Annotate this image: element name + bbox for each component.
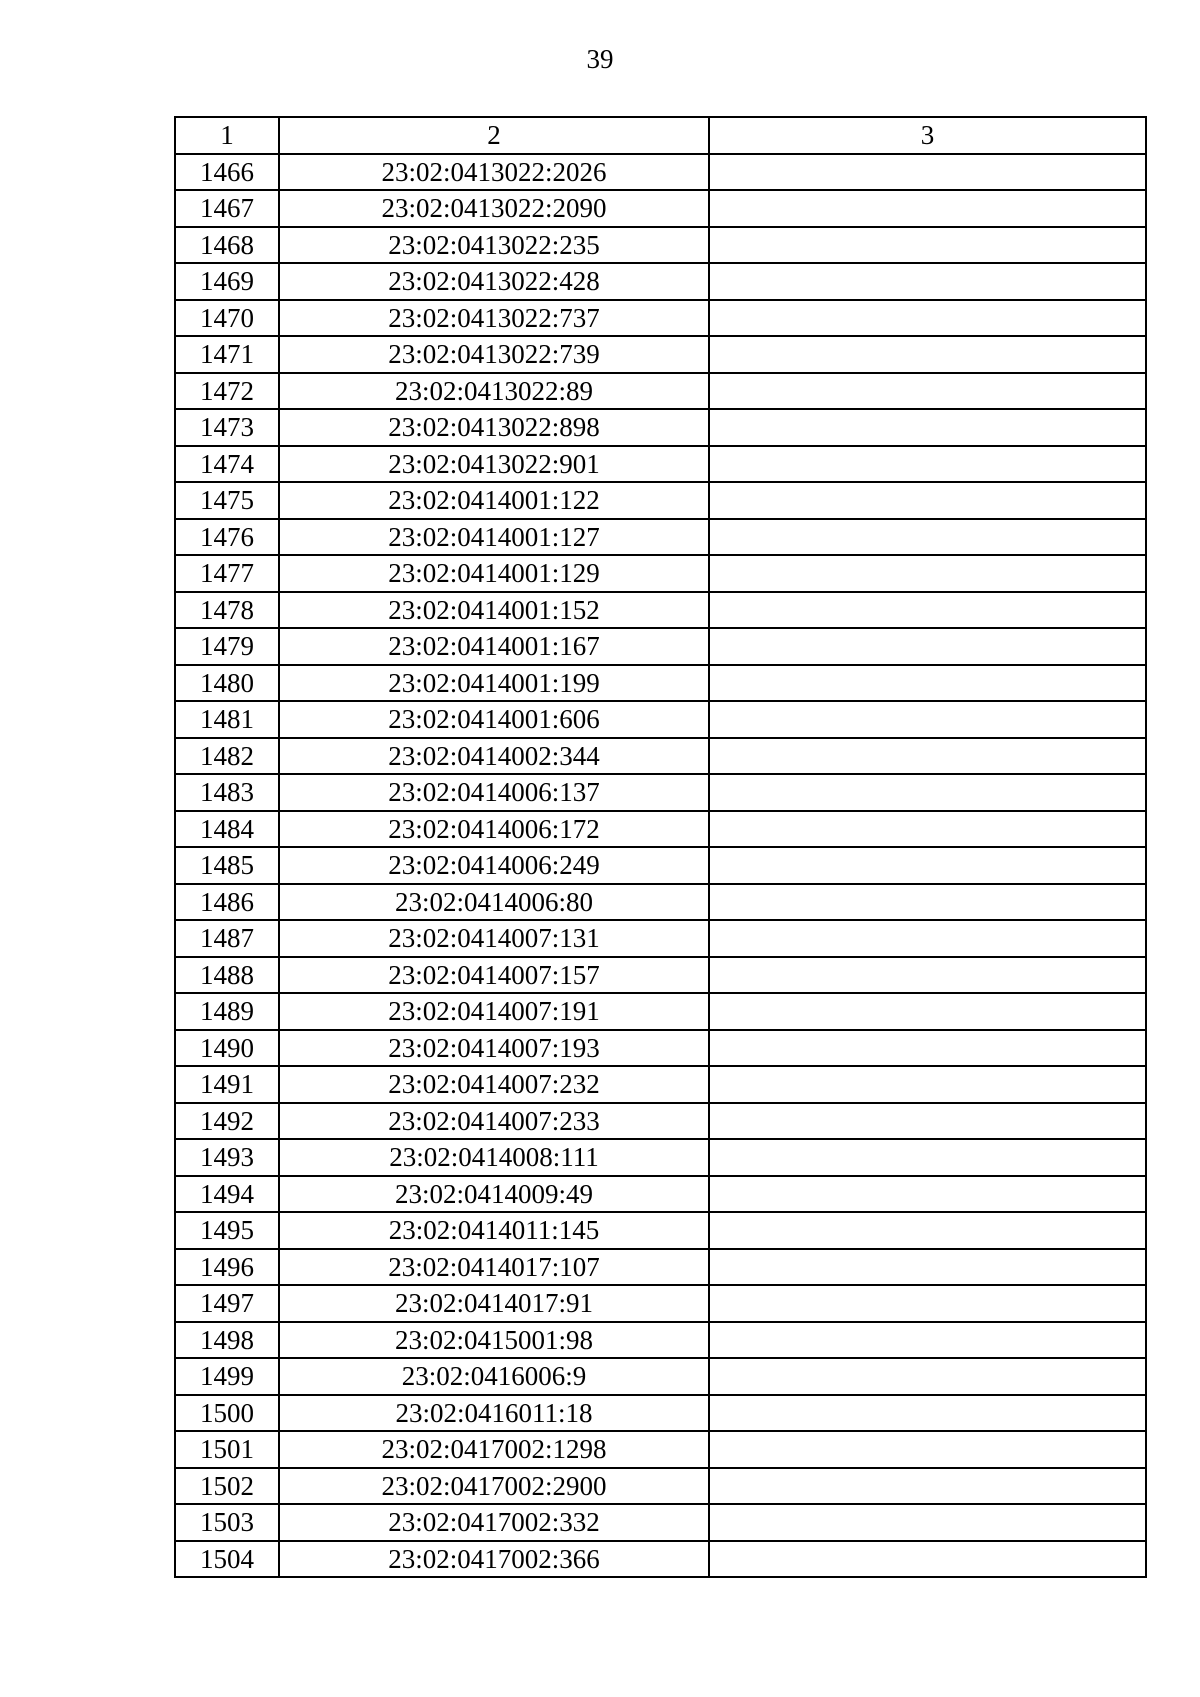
table-row [175,993,1146,1030]
header-cell-index: 1 [175,117,279,154]
row-index-cell: 1500 [175,1395,279,1432]
table-row [175,1212,1146,1249]
table-row [175,336,1146,373]
table-row [175,263,1146,300]
table-row [175,519,1146,556]
table-row [175,920,1146,957]
row-index-cell: 1498 [175,1322,279,1359]
row-index-cell: 1481 [175,701,279,738]
row-index-cell: 1495 [175,1212,279,1249]
row-index-cell: 1490 [175,1030,279,1067]
table-row [175,665,1146,702]
table-row [175,1395,1146,1432]
table-body [175,154,1146,1578]
cadastral-number-cell: 23:02:0413022:737 [279,300,709,337]
notes-cell [709,920,1146,957]
row-index-cell: 1499 [175,1358,279,1395]
cadastral-number-cell: 23:02:0413022:901 [279,446,709,483]
table-row [175,1358,1146,1395]
row-index-cell: 1470 [175,300,279,337]
row-index-cell: 1473 [175,409,279,446]
table-row [175,154,1146,191]
table-row [175,1249,1146,1286]
table-row [175,884,1146,921]
notes-cell [709,665,1146,702]
notes-cell [709,409,1146,446]
cadastral-number-cell: 23:02:0414008:111 [279,1139,709,1176]
table-row [175,1431,1146,1468]
table-row [175,1504,1146,1541]
notes-cell [709,1030,1146,1067]
table-row [175,409,1146,446]
row-index-cell: 1493 [175,1139,279,1176]
cadastral-number-cell: 23:02:0413022:898 [279,409,709,446]
table-row [175,482,1146,519]
header-row [175,117,1146,154]
cadastral-number-cell: 23:02:0413022:428 [279,263,709,300]
notes-cell [709,1139,1146,1176]
table-row [175,774,1146,811]
cadastral-number-cell: 23:02:0414001:129 [279,555,709,592]
table-row [175,555,1146,592]
cadastral-number-cell: 23:02:0414017:91 [279,1285,709,1322]
table-row [175,190,1146,227]
table-row [175,811,1146,848]
notes-cell [709,1358,1146,1395]
notes-cell [709,628,1146,665]
table-row [175,227,1146,264]
cadastral-number-cell: 23:02:0417002:2900 [279,1468,709,1505]
table-row [175,628,1146,665]
row-index-cell: 1469 [175,263,279,300]
table-row [175,957,1146,994]
row-index-cell: 1471 [175,336,279,373]
row-index-cell: 1477 [175,555,279,592]
row-index-cell: 1487 [175,920,279,957]
cadastral-number-cell: 23:02:0417002:332 [279,1504,709,1541]
row-index-cell: 1476 [175,519,279,556]
table-row [175,1285,1146,1322]
row-index-cell: 1472 [175,373,279,410]
row-index-cell: 1466 [175,154,279,191]
header-cell-notes: 3 [709,117,1146,154]
cadastral-number-cell: 23:02:0414006:172 [279,811,709,848]
notes-cell [709,1431,1146,1468]
cadastral-number-cell: 23:02:0414017:107 [279,1249,709,1286]
cadastral-number-cell: 23:02:0414009:49 [279,1176,709,1213]
cadastral-number-cell: 23:02:0414001:167 [279,628,709,665]
table-row [175,1103,1146,1140]
notes-cell [709,263,1146,300]
row-index-cell: 1502 [175,1468,279,1505]
cadastral-number-cell: 23:02:0414011:145 [279,1212,709,1249]
table-row [175,1139,1146,1176]
cadastral-number-cell: 23:02:0414002:344 [279,738,709,775]
table-row [175,300,1146,337]
notes-cell [709,555,1146,592]
cadastral-number-cell: 23:02:0414007:157 [279,957,709,994]
cadastral-number-cell: 23:02:0416011:18 [279,1395,709,1432]
table-row [175,1322,1146,1359]
row-index-cell: 1475 [175,482,279,519]
cadastral-number-cell: 23:02:0413022:89 [279,373,709,410]
notes-cell [709,519,1146,556]
notes-cell [709,592,1146,629]
row-index-cell: 1482 [175,738,279,775]
cadastral-number-cell: 23:02:0414007:232 [279,1066,709,1103]
table-row [175,1066,1146,1103]
cadastral-number-cell: 23:02:0417002:1298 [279,1431,709,1468]
notes-cell [709,1103,1146,1140]
cadastral-number-cell: 23:02:0414006:80 [279,884,709,921]
row-index-cell: 1474 [175,446,279,483]
cadastral-number-cell: 23:02:0414001:127 [279,519,709,556]
notes-cell [709,1395,1146,1432]
row-index-cell: 1492 [175,1103,279,1140]
row-index-cell: 1480 [175,665,279,702]
row-index-cell: 1485 [175,847,279,884]
notes-cell [709,300,1146,337]
cadastral-number-cell: 23:02:0414007:193 [279,1030,709,1067]
cadastral-number-cell: 23:02:0414001:199 [279,665,709,702]
row-index-cell: 1501 [175,1431,279,1468]
row-index-cell: 1468 [175,227,279,264]
row-index-cell: 1496 [175,1249,279,1286]
notes-cell [709,1322,1146,1359]
row-index-cell: 1489 [175,993,279,1030]
table-header [175,117,1146,154]
row-index-cell: 1483 [175,774,279,811]
notes-cell [709,1066,1146,1103]
table-row [175,738,1146,775]
cadastral-number-cell: 23:02:0413022:739 [279,336,709,373]
notes-cell [709,847,1146,884]
page-number: 39 [586,44,614,74]
notes-cell [709,993,1146,1030]
table-row [175,701,1146,738]
notes-cell [709,1504,1146,1541]
notes-cell [709,1285,1146,1322]
row-index-cell: 1467 [175,190,279,227]
cadastral-number-cell: 23:02:0413022:235 [279,227,709,264]
row-index-cell: 1488 [175,957,279,994]
notes-cell [709,957,1146,994]
row-index-cell: 1497 [175,1285,279,1322]
cadastral-number-cell: 23:02:0414006:137 [279,774,709,811]
cadastral-number-cell: 23:02:0414001:122 [279,482,709,519]
notes-cell [709,1468,1146,1505]
notes-cell [709,738,1146,775]
notes-cell [709,154,1146,191]
cadastral-number-table [174,116,1147,1578]
table-row [175,1468,1146,1505]
row-index-cell: 1484 [175,811,279,848]
row-index-cell: 1478 [175,592,279,629]
header-cell-cadastral-number: 2 [279,117,709,154]
notes-cell [709,336,1146,373]
cadastral-number-cell: 23:02:0414001:152 [279,592,709,629]
table-row [175,1176,1146,1213]
cadastral-number-cell: 23:02:0416006:9 [279,1358,709,1395]
notes-cell [709,373,1146,410]
notes-cell [709,1541,1146,1578]
cadastral-number-cell: 23:02:0414007:191 [279,993,709,1030]
notes-cell [709,1249,1146,1286]
notes-cell [709,227,1146,264]
cadastral-number-cell: 23:02:0417002:366 [279,1541,709,1578]
notes-cell [709,446,1146,483]
row-index-cell: 1494 [175,1176,279,1213]
notes-cell [709,1176,1146,1213]
row-index-cell: 1504 [175,1541,279,1578]
cadastral-number-cell: 23:02:0414006:249 [279,847,709,884]
row-index-cell: 1486 [175,884,279,921]
notes-cell [709,774,1146,811]
notes-cell [709,884,1146,921]
notes-cell [709,1212,1146,1249]
cadastral-number-cell: 23:02:0414007:131 [279,920,709,957]
row-index-cell: 1503 [175,1504,279,1541]
cadastral-number-cell: 23:02:0413022:2090 [279,190,709,227]
notes-cell [709,701,1146,738]
cadastral-number-cell: 23:02:0413022:2026 [279,154,709,191]
cadastral-number-cell: 23:02:0415001:98 [279,1322,709,1359]
cadastral-number-cell: 23:02:0414007:233 [279,1103,709,1140]
notes-cell [709,190,1146,227]
row-index-cell: 1491 [175,1066,279,1103]
notes-cell [709,482,1146,519]
table-row [175,592,1146,629]
row-index-cell: 1479 [175,628,279,665]
table-row [175,373,1146,410]
table-row [175,1541,1146,1578]
cadastral-number-cell: 23:02:0414001:606 [279,701,709,738]
table-row [175,446,1146,483]
notes-cell [709,811,1146,848]
table-row [175,847,1146,884]
table-row [175,1030,1146,1067]
